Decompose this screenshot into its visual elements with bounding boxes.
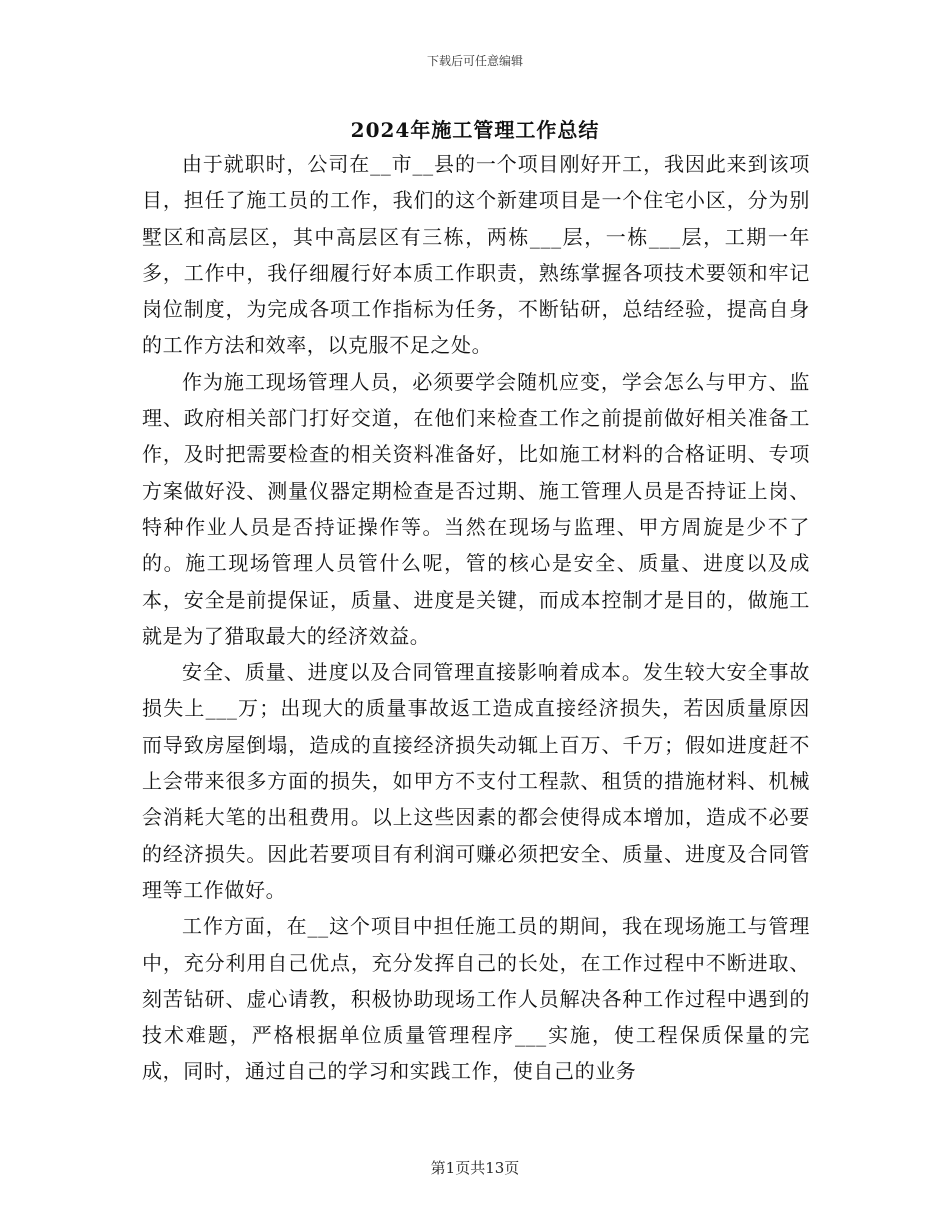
paragraph-1: 由于就职时，公司在__市__县的一个项目刚好开工，我因此来到该项目，担任了施工员的工作，我们的这个新建项目是一个住宅小区，分为别墅区和高层区，其中高层区有三栋，两栋___层，一栋___层，工期一年多，工作中，我仔细履行好本质工作职责，熟练掌握各项技术要领和牢记岗位制度，为完成各项工作指标为任务，不断钻研，总结经验，提高自身的工作方法和效率，以克服不足之处。 xyxy=(142,152,810,358)
page-header: 下载后可任意编辑 xyxy=(426,54,523,68)
page-number: 第1页共13页 xyxy=(430,1159,520,1177)
paragraph-2: 作为施工现场管理人员，必须要学会随机应变，学会怎么与甲方、监理、政府相关部门打好交道，在他们来检查工作之前提前做好相关准备工作，及时把需要检查的相关资料准备好，比如施工材料的合格证明、专项方案做好没、测量仪器定期检查是否过期、施工管理人员是否持证上岗、特种作业人员是否持证操作等。当然在现场与监理、甲方周旋是少不了的。施工现场管理人员管什么呢，管的核心是安全、质量、进度以及成本，安全是前提保证，质量、进度是关键，而成本控制才是目的，做施工就是为了猎取最大的经济效益。 xyxy=(142,369,810,648)
paragraph-3: 安全、质量、进度以及合同管理直接影响着成本。发生较大安全事故损失上___万；出现大的质量事故返工造成直接经济损失，若因质量原因而导致房屋倒塌，造成的直接经济损失动辄上百万、千万；假如进度赶不上会带来很多方面的损失，如甲方不支付工程款、租赁的措施材料、机械会消耗大笔的出租费用。以上这些因素的都会使得成本增加，造成不必要的经济损失。因此若要项目有利润可赚必须把安全、质量、进度及合同管理等工作做好。 xyxy=(142,660,810,902)
document-body xyxy=(142,146,810,1090)
document-title: 2024年施工管理工作总结 xyxy=(350,118,600,142)
paragraph-4: 工作方面，在__这个项目中担任施工员的期间，我在现场施工与管理中，充分利用自己优点，充分发挥自己的长处，在工作过程中不断进取、刻苦钻研、虚心请教，积极协助现场工作人员解决各种工作过程中遇到的技术难题，严格根据单位质量管理程序___实施，使工程保质保量的完成，同时，通过自己的学习和实践工作，使自己的业务 xyxy=(142,914,810,1084)
